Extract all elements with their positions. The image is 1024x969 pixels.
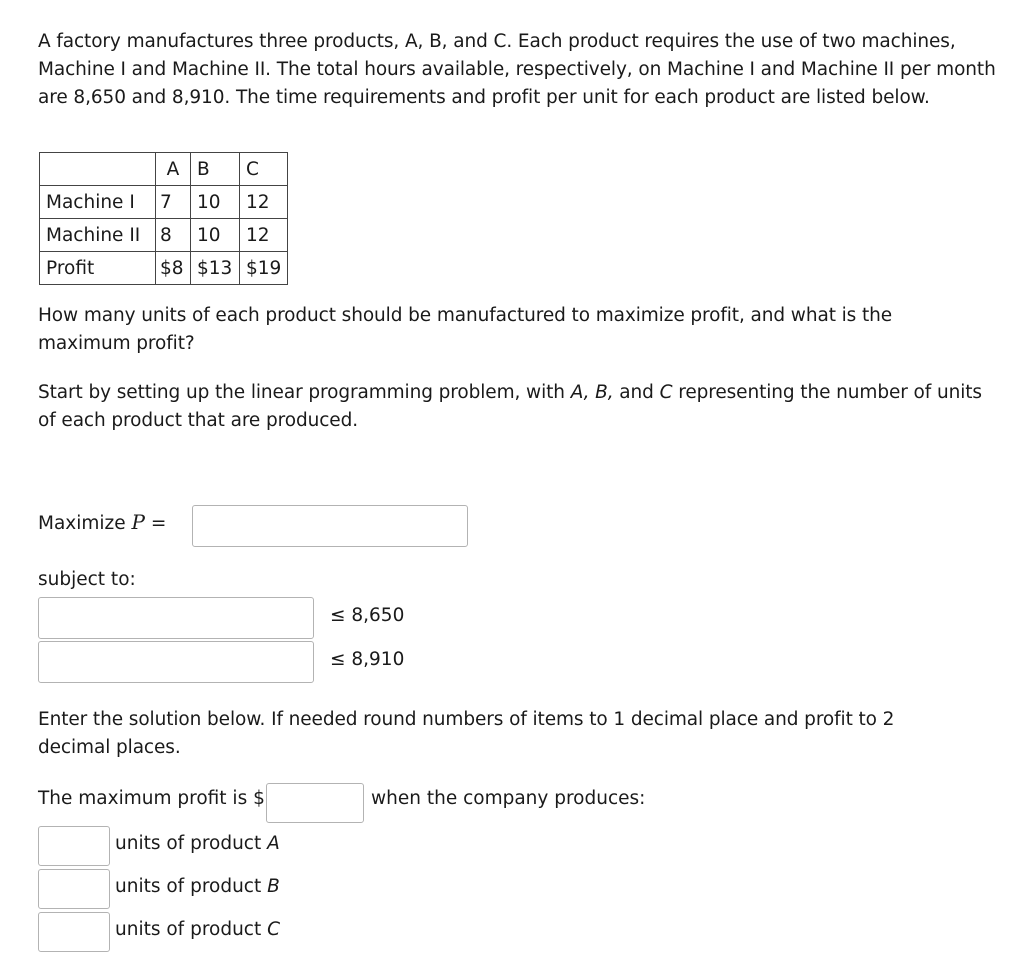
units-c-product: C bbox=[267, 919, 281, 940]
table-header-cell: A bbox=[156, 153, 191, 186]
table-cell: 10 bbox=[191, 219, 240, 252]
table-header-cell: C bbox=[240, 153, 288, 186]
units-b-input[interactable] bbox=[38, 869, 110, 909]
constraint-1-rhs: ≤ 8,650 bbox=[330, 605, 405, 626]
problem-intro: A factory manufactures three products, A, B, and C. Each product requires the use of two machines, Machine I and Machine II. The total hours available, respectively, on Machine I and Machine II per month are 8,650 and 8,910. The time requirements and profit per unit for each product are listed below. bbox=[38, 31, 996, 108]
constraint-1-input[interactable] bbox=[38, 597, 314, 639]
units-c-prefix: units of product bbox=[115, 919, 268, 940]
table-row bbox=[40, 219, 288, 252]
setup-vars: A, B, bbox=[570, 382, 614, 403]
table-row bbox=[40, 252, 288, 285]
table-cell: 10 bbox=[191, 186, 240, 219]
objective-label bbox=[38, 510, 166, 534]
units-a-input[interactable] bbox=[38, 826, 110, 866]
table-cell: 12 bbox=[240, 219, 288, 252]
setup-var-c: C bbox=[659, 382, 673, 403]
table-cell: Machine I bbox=[40, 186, 156, 219]
table-cell: 7 bbox=[156, 186, 191, 219]
table-cell: $8 bbox=[156, 252, 191, 285]
units-b-product: B bbox=[267, 876, 280, 897]
table-cell: 12 bbox=[240, 186, 288, 219]
when-label: when the company produces: bbox=[371, 788, 646, 809]
setup-text-and: and bbox=[613, 382, 660, 403]
setup-instructions bbox=[38, 379, 998, 435]
table-header-row bbox=[40, 153, 288, 186]
units-c-label bbox=[115, 919, 280, 940]
table-row bbox=[40, 186, 288, 219]
table-cell: Machine II bbox=[40, 219, 156, 252]
table-cell: $13 bbox=[191, 252, 240, 285]
constraint-2-input[interactable] bbox=[38, 641, 314, 683]
table-cell: 8 bbox=[156, 219, 191, 252]
units-a-prefix: units of product bbox=[115, 833, 268, 854]
units-b-prefix: units of product bbox=[115, 876, 268, 897]
units-b-label bbox=[115, 876, 280, 897]
question-text: How many units of each product should be manufactured to maximize profit, and what is the maximum profit? bbox=[38, 305, 893, 354]
setup-text-after: representing the number of units of each product that are produced. bbox=[38, 382, 982, 431]
units-a-label bbox=[115, 833, 280, 854]
setup-text-before: Start by setting up the linear programming problem, with bbox=[38, 382, 571, 403]
subject-to-label: subject to: bbox=[38, 569, 136, 590]
table-header-cell bbox=[40, 153, 156, 186]
equals-sign: = bbox=[145, 513, 167, 534]
profit-input[interactable] bbox=[266, 783, 364, 823]
solution-instructions: Enter the solution below. If needed round numbers of items to 1 decimal place and profit to 2 decimal places. bbox=[38, 709, 895, 758]
table-cell: Profit bbox=[40, 252, 156, 285]
table-header-cell: B bbox=[191, 153, 240, 186]
constraint-2-rhs: ≤ 8,910 bbox=[330, 649, 405, 670]
objective-variable: P bbox=[131, 510, 145, 534]
maximize-text: Maximize bbox=[38, 513, 132, 534]
table-cell: $19 bbox=[240, 252, 288, 285]
units-a-product: A bbox=[267, 833, 280, 854]
objective-input[interactable] bbox=[192, 505, 468, 547]
requirements-table bbox=[39, 152, 288, 285]
profit-label: The maximum profit is $ bbox=[38, 788, 265, 809]
units-c-input[interactable] bbox=[38, 912, 110, 952]
